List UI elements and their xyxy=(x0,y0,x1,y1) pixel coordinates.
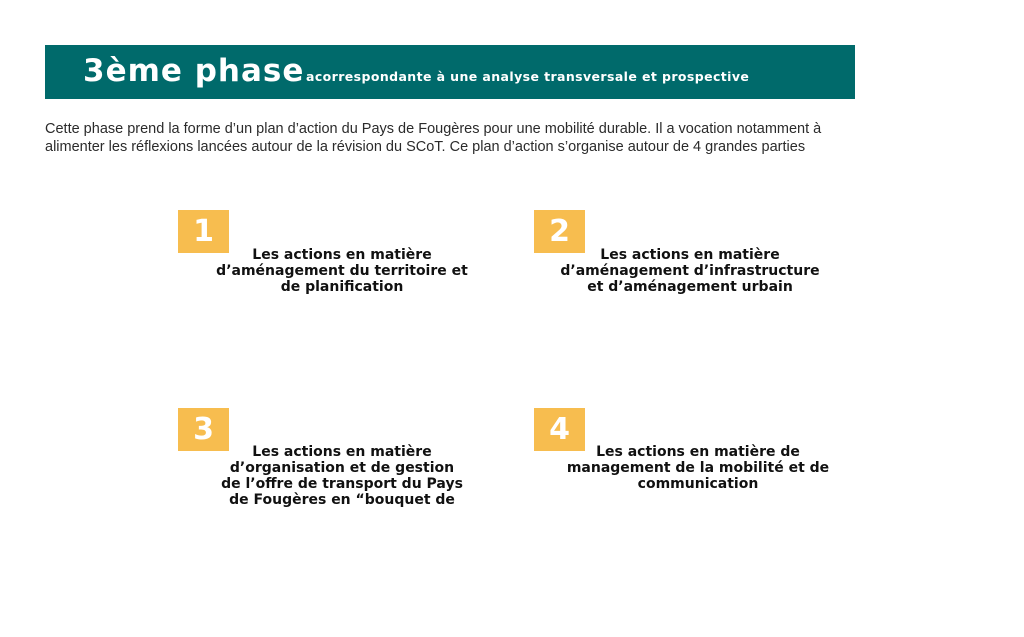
intro-line-2: alimenter les réflexions lancées autour de la révision du SCoT. Ce plan d’action s’organise autour de 4 grandes parties xyxy=(45,139,806,155)
part-3-text xyxy=(192,444,492,508)
part-1-text xyxy=(192,247,492,295)
part-2-number: 2 xyxy=(549,214,570,249)
part-4-line: management de la mobilité et de xyxy=(566,460,830,476)
part-1-line: de planification xyxy=(280,279,404,295)
part-2-text xyxy=(540,247,840,295)
part-3-number: 3 xyxy=(193,412,214,447)
part-3-line: de Fougères en “bouquet de xyxy=(229,492,455,508)
intro-paragraph xyxy=(45,120,975,156)
part-4-line: Les actions en matière de xyxy=(596,444,800,460)
part-2-line: Les actions en matière xyxy=(600,247,780,263)
part-2-line: d’aménagement d’infrastructure xyxy=(560,263,820,279)
part-1-line: Les actions en matière xyxy=(252,247,432,263)
part-1-number: 1 xyxy=(193,214,214,249)
phase-subtitle: acorrespondante à une analyse transversale et prospective xyxy=(306,69,750,84)
intro-line-1: Cette phase prend la forme d’un plan d’action du Pays de Fougères pour une mobilité durable. Il a vocation notamment à xyxy=(45,121,822,137)
part-4-number: 4 xyxy=(549,412,570,447)
part-3-line: d’organisation et de gestion xyxy=(229,460,455,476)
part-3-line: Les actions en matière xyxy=(252,444,432,460)
part-3-line: de l’offre de transport du Pays xyxy=(221,476,463,492)
part-2-line: et d’aménagement urbain xyxy=(587,279,793,295)
part-4-line: communication xyxy=(637,476,759,492)
part-1-line: d’aménagement du territoire et xyxy=(216,263,468,279)
phase-title: 3ème phase xyxy=(83,53,305,89)
section-banner xyxy=(45,45,855,99)
part-4-text xyxy=(547,444,849,492)
